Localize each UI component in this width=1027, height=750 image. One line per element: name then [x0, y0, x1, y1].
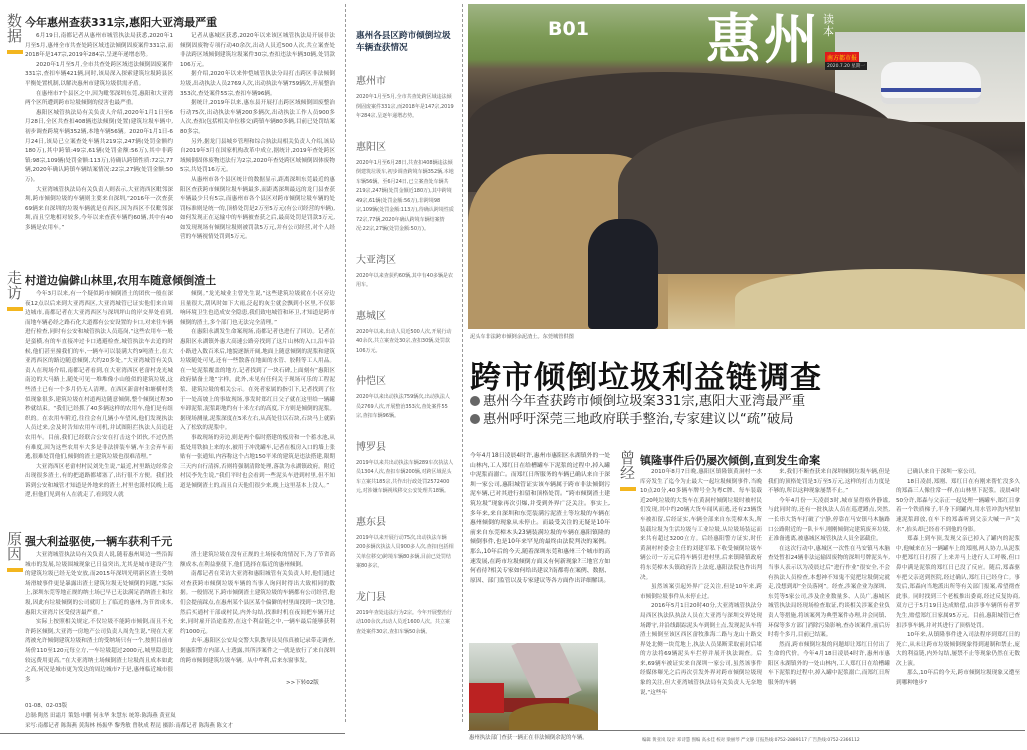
paragraph: 据介绍,2020年以来仲恺城管执法分局打击跨区非法倾倒垃圾,出动执法人员2769人次,出动执法车辆759辆次,开展整治353次,查处案件55宗,查扣车辆96辆。 — [180, 71, 335, 97]
past-column-1 — [640, 468, 762, 726]
sidebar-region-text: 2019年以来共出动执法车辆289车次执法人员1304人次,查扣车辆200辆,对跨区域泥头车立案共185宗,共作出行政处罚2572400元,对涉嫌车辆视线移交公安处理共18辆。 — [356, 459, 454, 494]
paragraph: 事故现场的旁边,则是两个临时搭建的板房和一个蓄水池,从抵处用铁抽上来的水,被用于冲洗罐车,记者在板房入口的墙上张贴有一张通知,内容称这个占地150平米的建筑是违法搭建,限期三天内自行清拆,否则将强制清除处理,落款为永湖镇政府。附近村民李先生说,“我们平时也会看到一些泥头车进到村里,但不知道是倾倒渣土的,而且白天他们很少来,晚上这里基本上没人。” — [180, 434, 335, 489]
sidebar-region-text: 2020年以来,出动人员近500人次,开展行动40余次,共立案查处30宗,查扣30辆,处罚款106万元。 — [356, 328, 452, 354]
sidebar-region-text: 2020年1月至6月28日,共查扣408辆违法倾倒建筑垃圾车,初步调查跨境车辆352辆,本地车辆56辆。至6月24日,已立案查处车辆共219宗,247辆(处罚金额近180万),其中跨境49宗,61辆(处罚金额:56万),非跨境98宗,109辆(处罚金额:113万),待确认跨境性质72宗,77辆,2020年确认跨境车辆结案情况:22宗,27辆(处罚金额:50万)。 — [356, 159, 454, 232]
paragraph: 惠阳区城管执法局有关负责人介绍,2020年1月1日至6月28日,全区共查扣408辆违法倾倒(处置)建筑垃圾车辆中,初步调查跨境车辆352辆,本地车辆56辆。2020年1月1日-6月24日,该局已立案查处车辆共219宗,247辆(处罚金额约180万),其中跨镇:49宗,61辆(处罚金额:56万),其中非跨镇:98宗,109辆(处罚金额:113万),待确认跨镇性质:72宗,77辆,2020年确认跨镇车辆结案情况:22宗,27辆(处罚金额:50万)。 — [25, 109, 173, 183]
paragraph: 实际上按照相关规定,不仅垃圾不能跨市倾倒,而且不允许跨区倾倒,大亚湾一房地产公司负责人周先生说,“现在大亚湾被允许倾倒建筑垃圾和渣土的受纳场只有一个,按照目前市场价110至120元每立方,一车垃圾超过2000元,城里隐患比较远费用更高。”在大亚湾纳土场倾倒渣土垃圾尚且成本如此之高,何况是城市更为发达的周边城市?于是,惠州临近城市很多 — [25, 619, 173, 683]
section-title-past: 镇隆事件后仍屡次倾倒,直到发生命案 — [640, 454, 821, 467]
section-title-visit: 村道边偏僻山林里,农用车随意倾倒渣土 — [25, 274, 217, 287]
subheadline-2: 惠州呼吁深莞三地政府联手整治,专家建议以“疏”破局 — [470, 408, 794, 427]
paragraph: 在惠州市7个县区之中,因为毗邻深圳东莞,惠阳和大亚湾两个区所遭到跨市垃圾倾倒的侵害也最严重。 — [25, 90, 173, 107]
continued-link[interactable]: >>下转02版 — [286, 680, 319, 686]
paragraph: 另外,据龙门县城乡管理和综合执法局相关负责人介绍,该局自2019年3月在国家机构改革中成立,据统计,2019年查处跨区域倾倒固体废物违法行为2宗,2020年查处跨区域倾倒固体废物5宗,共处罚16万元。 — [180, 138, 335, 174]
paragraph: 记者从惠城区获悉,2020年以来该区城管执法局开展非法倾倒固废物专项行动40余次,出动人员近500人次,共立案查处非法跨区域倾倒建筑垃圾案件30宗,查扣违法车辆30辆,处罚款106万元。 — [180, 33, 335, 68]
sidebar-region-text: 2020年1月至5月,全市共查处跨区域违法倾倒固废案件331宗,而2018年是147宗,2019年284宗,呈逐年递增态势。 — [356, 94, 454, 119]
sidebar-region-name: 博罗县 — [356, 441, 386, 453]
paragraph: 来,我们不断查获来自深圳倾倒垃圾车辆,但是我们的顶格处罚是3万至5万元,这样的打击力度是不够的,所以这种现象屡禁不止。” — [768, 469, 890, 495]
paragraph: 渣土建筑垃圾在没有正规的土场接收的情况下,为了节省高额成本,在利益驱使下,他们选择在临近的惠州倾倒。 — [180, 552, 335, 568]
photo-inspector — [588, 219, 658, 329]
photo-truck-cab — [469, 683, 504, 713]
bullet-icon — [470, 414, 480, 424]
paragraph: 从惠州市各个县区统计的数据显示,距离深圳东莞最近的惠阳区查获跨市倾倒垃圾车辆最多,而距离深圳最远的龙门县查获车辆最少只有5宗,而惠州市各个县区对跨市倾倒垃圾车辆的处罚标准则是统一的,顶格处罚是2万至5万元(有公司经营的车辆),如何发现正在运输中的车辆被查获之后,最高处罚是罚款3万元,如发现现场有倾倒垃圾则被罚款5万元,并有公司经营,对个人经营的车辆视情处罚到5万元。 — [180, 176, 335, 241]
data-column-1 — [25, 32, 173, 246]
sidebar-region-text: 2019年以来开展行动75次,出动执法车辆200多辆次执法人员900多人次,查扣(包括相关单位移交)跨境车辆80多辆,目前已处罚结案80多宗。 — [356, 534, 454, 569]
paragraph: 南都记者在采访大亚湾和惠阳城管有关负责人时,他们通过对查获跨市倾倒垃圾车辆的当事人询问时得出大致相同的数据。一般情况下,跨市倾倒渣土建筑垃圾的车辆都有公司经营,他们会提前踩点,在惠州某个县区某个偏僻的村里面找到一块空地,然后买通村干部或村民,内外勾结,找准时机在夜间把车辆开过来,同时雇开沿途监控,在这个利益链之中,一辆车最后能够获利约1000元。 — [180, 571, 335, 635]
past-column-3 — [896, 468, 1020, 726]
accent-bar — [7, 568, 23, 572]
paragraph: 10年来,从镇隆事件进入司法程序到郑红日的死亡,从未让跨市垃圾倾倒现象得到遏制和禁止,庞大的利益链,内外勾结,屡禁不止等现象仍然在无数次上演。 — [896, 632, 1020, 667]
masthead-sub: 读本 — [823, 13, 834, 38]
section-title-cause: 强大利益驱使,一辆车获利千元 — [25, 535, 173, 548]
lead-paragraph: 今年4月18日凌晨4时许,惠州市惠阳区永湖镇外的一处山林内,工人郑红日在给槽罐车下泥浆的过程中,掉入罐中泥浆而溺亡。而郑红日所服务的车辆已确认来自于深圳一家公司,惠阳城管证实该车辆属于跨市非法倾倒污泥车辆,已对其进行扣留和顶格处罚。“跨市倾倒渣土建筑垃圾”现象再次引爆,并受到外界广泛关注。事实上,多年来,来自深圳和东莞装满污泥渣土等垃圾的车辆在惠州倾倒的现象从未停止。而最受关注的无疑是10年前来自东莞樟木头23辆装满垃圾的车辆在惠阳镇隆的倾倒事件,也是10年来罕见的最终由法院判决的案例。那么,10年后的今天,随着深圳东莞和惠州三个城市的高速发展,在跨市垃圾倾倒方面又有何新现象?三地官方如何看待?相关专家如何给出建议?南都将在案例、数据、原因、部门监管以及专家建议等各方面作出详细解读。 — [470, 453, 610, 584]
paragraph: 虽然该案引起外界广泛关注,但是10年来,跨市倾倒垃圾事件从未停止过。 — [640, 584, 762, 600]
paragraph: 已确认来自于深圳一家公司。 — [907, 469, 980, 475]
sidebar-heading: 惠州各县区跨市倾倒垃圾车辆查获情况 — [356, 31, 451, 53]
section-tag-visit: 走访 — [7, 271, 25, 311]
divider — [468, 730, 1025, 731]
masthead-title: 惠州 — [706, 8, 822, 71]
divider — [0, 733, 345, 734]
sidebar-region-name: 仲恺区 — [356, 376, 386, 387]
credits-line-2: 采写:南都记者 陈海燕 黄海林 杨振华 黎秀敏 曾秋成 程昆 摄影:南都记者 陈海燕 陈文才 — [25, 723, 233, 729]
paragraph: 今年3月以来,有一个疑似跨市倾倒渣土的团伙一般在深夜12点以后来到大亚湾西区,大亚湾城管已证实他们来自周边城市,南都记者在大亚湾西区与深圳坪山的岸交界处看到,而地车辆必经之路石化大道都有公安设置的卡口,对来往车辆进行检查,同时有公安和城管执法人员巡岗,“这些农用车一般是蛮横,有的车直接冲过卡口逃避检查,城管执法车去追的时候,他们甚至撞我们的车,一辆车可以装满大约9吨渣土,在大亚湾西区的路边随意倾倒,大约20多处。”大亚湾城管有关负责人在现场介绍,南都记者看到,在大亚湾西区老畲村龙光城南边的大马路上,随处可见一堆堆像小山般似的建筑垃圾,这些渣土已有一个多月仍无人清理。在西区新畲村和塘横村类似现象很多,建筑垃圾在村道两边随意倾倒,整个倾倒过程30秒就结束。“我们已经抓了40多辆这样的农用车,他们是有组织的。在农用车附近,往往会有几辆小车望风,他们发现执法人员过来,会及时告知农用车司机,并试图阻拦执法人员追赶农用车。目前,我们已经联合公安在打击这个团伙,不过仍然有难度,因为这些农用车大多是非法拼装车辆,车主会弃车而逃,很难处罚他们,倾倒的渣土建筑垃圾也很难清理。” — [25, 291, 173, 461]
photo-dirt — [509, 703, 598, 730]
section-tag-past: 曾经 — [620, 451, 638, 491]
photo-patrol-car — [881, 62, 981, 104]
credits-line-1: 总制:陶然 田霜月 策划:申鹏 何永华 朱慧东 统筹:陈海燕 黄亚岚 — [25, 713, 176, 719]
paragraph: 然而,跨市倾倒垃圾的问题却让郑红日付出了生命的代价。今年4月18日凌晨4时许,惠州市惠阳区永湖镇外的一处山林内,工人郑红日在给槽罐车下泥浆的过程中,掉入罐中泥浆溺亡,而郑红日所服务的车辆 — [768, 641, 890, 687]
section-tag-data: 数据 — [7, 14, 25, 54]
paragraph: 2010年8月7日晚,惠阳区镇隆镇黄洞村一水库旁发生了迄今为止最大一起垃圾倾倒事件,当晚10点20分,40多辆车牌号全为粤C牌、每车装载近20吨垃圾的大货车在黄洞村倾倒垃圾时被村民们发现,其中约20辆大货车闻风而逃,还有23辆货车被扣留,后经证实,车辆全部来自东莞樟木头,所装载垃圾为生活垃圾与工业垃圾,从垃圾场装运而来共有超过3200立方。后经惠阳警方证实,时任黄洞村村委会主任的刘建军私下收受倾倒垃圾车辆公司一万元后将车辆引进村里,后来镇隆镇政府将东莞樟木头镇政府告上法庭,惠阳法院也作出判决。 — [640, 469, 762, 581]
paragraph: 倾倒。”龙光城业主曾先生说,“这些建筑垃圾就在小区旁边且量很大,刮风时如下大雨,泛起的灰尘就会飘到小区里,不仅影响环境卫生也造成安全隐患,我们致电城管和环卫,才知道是跨市倾倒的渣土,多个部门也无法完全清理。” — [180, 291, 335, 326]
accent-bar — [620, 487, 636, 491]
sidebar-region-name: 惠州市 — [356, 76, 386, 87]
credits — [25, 701, 233, 731]
paragraph: 那么,10年后的今天,跨市倾倒垃圾现象又遭至到哪种地步? — [896, 670, 1020, 687]
main-headline: 跨市倾倒垃圾利益链调查 — [470, 360, 822, 396]
photo-sand — [735, 269, 1025, 329]
paragraph: 郑森上到车顶,发现父亲已掉入了罐内的泥浆中,他喊来在另一辆罐车上的郑刚,两人协力,从泥浆中把郑红日打捞了上来并马上进行人工呼吸,但口鼻中满是泥浆的郑红日已没了反应。随后,郑森驱车把父亲送到医院,经过确认,郑红日已经身亡。事发后,郑森向当地派出所等有关部门报案,希望彻查此事。同时找到三个老板推出委商,经过反复协商,双方已于5月19日达成赔偿,由涉事车辆所有者罗先生,赔偿郑红日家属95万元。目前,惠阳城管已查扣涉事车辆,并对其进行了顶格处罚。 — [896, 536, 1020, 629]
paragraph: 在惠阳永湖发生命案现场,南都记者也进行了回访。记者在惠阳区永湖镇外惠大高速公路旁找到了这片山林的入口,沿车沿小路进入数百米后,地貌逐渐开阔,地面上随意倾倒的泥浆和建筑垃圾随处可见,还有一些散落在地面的水管、胶鞋等工人用品。在一处泥浆覆盖的地方,记者找到了一块石碑,上面刻有“惠阳区政府储备土地”字样。此外,未见有任何关于现场可乐的工程泥浆、建筑垃圾的相关公示。在死者家属的指引下,记者找到了位于一处高坡上的事故现场,事发时郑红日父子就在这里给一辆罐车卸泥浆,泥浆距地约有十米左右的高度,下方则是倾倒的泥浆。据现场测量,泥浆深度在5米左右,从高处往以石块,石块马上就陷入了松软的泥浆中。 — [180, 329, 335, 432]
subheadline-1: 惠州今年查获跨市倾倒垃圾案331宗,惠阳大亚湾最严重 — [470, 390, 805, 409]
paragraph: 2020年1月至5月,全市共查处跨区域违法倾倒固废案件331宗,查扣车辆421辆,同时,该局深入探索建筑垃圾跨县区平衡处置机制,以解决惠州市建筑垃圾供需矛盾。 — [25, 61, 173, 87]
sidebar-region-name: 惠阳区 — [356, 141, 386, 153]
accent-bar — [7, 307, 23, 311]
sidebar-region-text: 2020年以来出动执法759辆次,出动执法人员2769人次,开展整治353次,查处案件55宗,查扣车辆96辆。 — [356, 394, 450, 419]
truck-photo-caption: 惠州执法部门查获一辆正在非法倾倒余泥的车辆。 — [469, 735, 588, 741]
sidebar-region-name: 惠城区 — [356, 310, 386, 322]
paragraph: 18日凌晨,郑刚、郑红日在有刚来帮忙没多久的郑森三人像往常一样,在山林里下泥浆。凌晨4时50分许,郑森与父亲正一起处理一辆罐车,郑红日拿着一个铁质梯子,半身下到罐内,用水管冲洗内壁加速泥浆卸放,在车下的郑森听到父亲大喊一声“关水”,抬头却已经看不到他的身影。 — [896, 478, 1020, 533]
sidebar-region-text: 2020年以来查获约60辆,其中有40多辆是农用车。 — [356, 272, 454, 288]
past-column-2 — [768, 468, 890, 726]
page-number: B01 — [548, 18, 589, 40]
paragraph: 去年,惠阳区公安局交警大队教导员吴伟真被记录带走调查,据惠阳警方内部人士透露,其所涉案件之一就是放行了来自深圳的跨市倾倒建筑垃圾车辆。从中牟利,后来东窗事发。 — [180, 638, 335, 664]
photo-dirt-mound — [618, 114, 1025, 274]
paper-date: 2020.7.20 星期一 — [827, 64, 865, 69]
paper-logo: 南方都市报 — [825, 52, 859, 63]
truck-photo — [469, 643, 598, 730]
sidebar-region-text: 2019年查处违法行为2宗。今年开展整治行动100余次,出动人员近1600人次。共立案查处案件30宗,查扣车辆50余辆。 — [356, 609, 452, 635]
main-photo-caption: 泥头车非法跨市倾倒余泥渣土。东莞城管供图 — [470, 334, 574, 340]
visit-column-1 — [25, 290, 173, 510]
sidebar-stats — [345, 4, 463, 722]
paragraph: 大亚湾城管执法局有关负责人则表示,大亚湾西区毗邻深圳,跨市倾倒垃圾的车辆则主要来自深圳,“2016年一次查获69辆来自深圳的垃圾车辆就是在西区,因为西区不仅毗邻深圳,而且空地相对较多,今年以来查获车辆约60辆,其中有40多辆是农用车。” — [25, 186, 173, 231]
paragraph: 在这次行动中,惠城区一次性在马安镇马木脑查处暂扣24辆非法运输固废物的深圳号牌泥头车,当事人表示以为凌晨过后“进行作业”很安全,不会有执法人员检查,本想神不知鬼不觉把垃圾倒完就走,没想到却“全员落网”。经查,涉案企业为深圳、东莞等5家公司,涉及企业数量多、人员广,惠城区城管执法局经现场检查取证,约谈相关涉案企业负责人等措施,将该案列为典型案件办理,并会同镇、环保等多方部门消除污染影响,查办该案件,前后历时将个多月,目前已结案。 — [768, 545, 890, 639]
paragraph: 今年4月份一天凌晨3时,城市显得格外静谧,与此同时的,还有一批执法人员在巡逻蹲点,突然,一长串大货车打破了宁静,停靠在马安镇马木脑路口公路附近的一队卡车,刚刚倾倒完建筑废弃垃圾,正准备逃离,被惠城区城管执法人员全部截住。 — [768, 497, 890, 543]
sidebar-region-list — [356, 72, 454, 637]
paragraph: 2016年5月1日20时40分,大亚湾城管执法分局西区执法队执法人员在大亚湾与深圳交界处现场蹲守,并沿线跟踪泥头车到倒土点,发现泥头车将渣土倾倒至该区西区畲牧淮海二路与龙山十路交界处北侧一块荒地上,执法人员果断采取前封后堵的方法将69辆泥头车拦停并展开执法调查。后来,69辆车被证实来自深圳一家公司,虽然该事件经媒体曝光之后再次引发外界对跨市倾倒垃圾现象的关注,但大亚湾城管执法局有关负责人无奈地说,“这些年 — [640, 603, 762, 696]
page-footer: 编辑 黄亚岚 设计 邓诗慧 图编 高永佳 校对 梁丽琴 严文静 订报热线:0752-2889117 广告热线:0752-2366112 — [642, 738, 860, 743]
paragraph: 大亚湾西区老畲村村民刘先生说,“最近,村里路边经常会出现很多渣土,有的把道路都堵塞了,出行很不方便。我们投诉到公安和城管才知道是外地来的渣土,村里也派村民晚上巡逻,但他们见到有人在就走了,看到没人就 — [25, 463, 173, 499]
credits-pages: 01-08、02-03版 — [25, 703, 68, 709]
visit-column-2 — [180, 290, 335, 510]
section-title-data: 今年惠州查获331宗,惠阳大亚湾最严重 — [25, 16, 218, 29]
paragraph: 大亚湾城管执法局有关负责人说,随着惠州周边一些沿海城市的发展,垃圾围城现象已日益突出,尤其是城市建设产生的建筑垃圾已经无处安放,而2015年深圳光明新区渣土受纳场滑坡事件更是暴露出渣土建筑垃圾无处倾倒的问题,“实际上,深圳东莞等地正规的纳土场已早已无法满足消纳渣土和垃圾,因此有垃圾倾倒的公司就盯上了临近的惠州,为节省成本,惠阳大亚湾片区受侵害最严重。” — [25, 552, 173, 616]
sidebar-region-name: 龙门县 — [356, 591, 386, 603]
sidebar-region-name: 惠东县 — [356, 516, 386, 528]
cause-column-1 — [25, 551, 173, 687]
sidebar-region-name: 大亚湾区 — [356, 254, 396, 266]
paragraph: 6月19日,南都记者从惠州市城管执法局获悉,2020年1月至5月,惠州全市共查处跨区域违法倾倒固废案件331宗,而2018年是147宗,2019年284宗,呈逐年递增态势。 — [25, 33, 173, 59]
data-column-2 — [180, 32, 335, 246]
section-tag-cause: 原因 — [7, 532, 25, 572]
paragraph: 据统计,2019年以来,惠东县开展打击跨区域倾倒固废整治行动75次,出动执法车辆200多辆次,出动执法工作人员900多人次,查扣(包括相关单位移交)跨镇车辆80多辆,目前已处罚结案80多宗。 — [180, 100, 335, 135]
accent-bar — [7, 50, 23, 54]
cause-column-2 — [180, 551, 335, 676]
main-photo — [468, 4, 1025, 329]
bullet-icon — [470, 396, 480, 406]
